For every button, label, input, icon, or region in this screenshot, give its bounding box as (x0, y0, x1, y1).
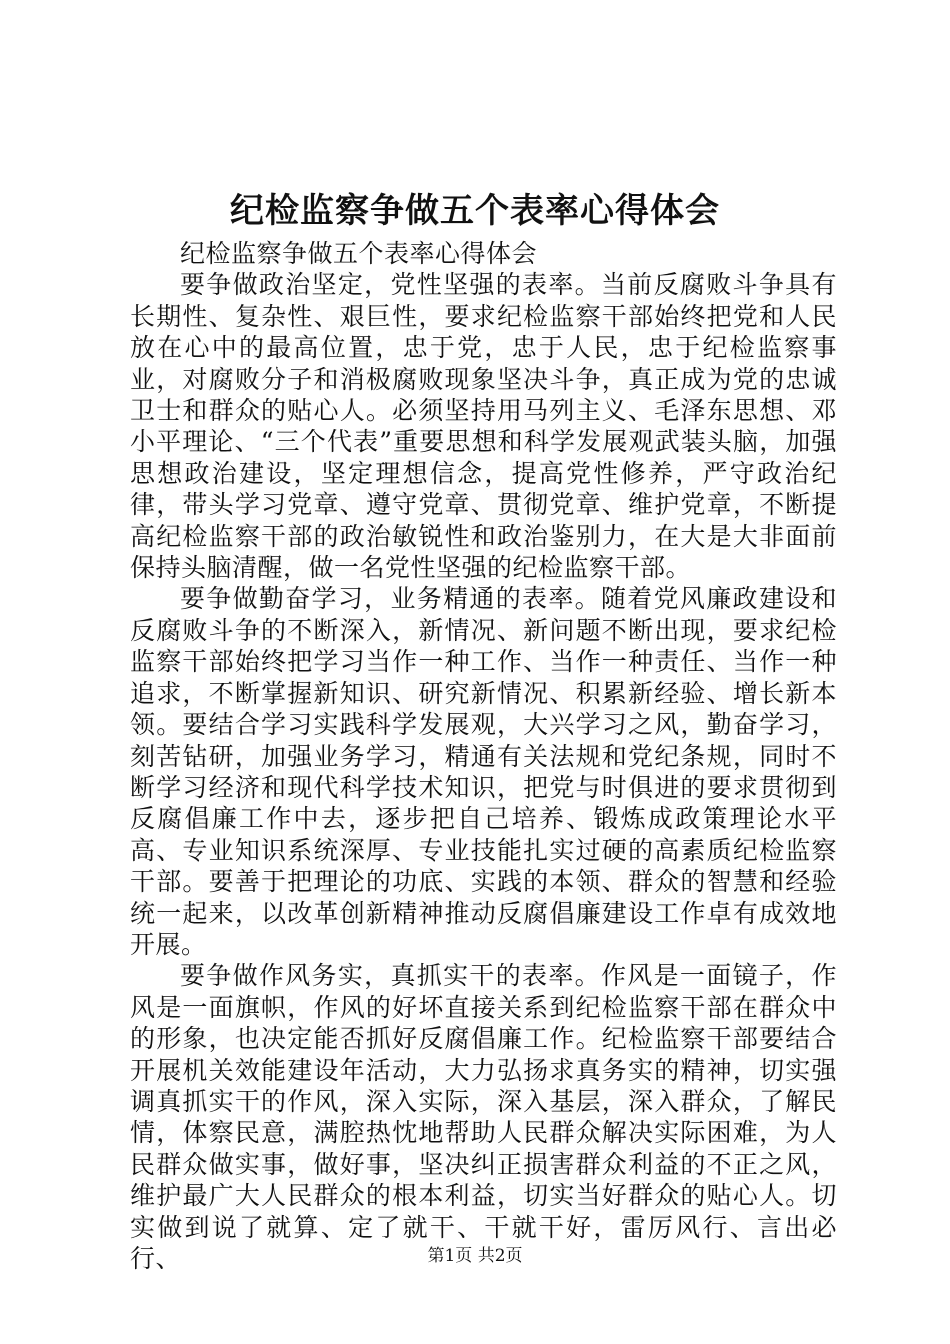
document-title: 纪检监察争做五个表率心得体会 (230, 191, 720, 231)
document-body (130, 238, 837, 1274)
paragraph-study: 要争做勤奋学习，业务精通的表率。随着党风廉政建设和反腐败斗争的不断深入，新情况、新问题不断出现，要求纪检监察干部始终把学习当作一种工作、当作一种责任、当作一种追求，不断掌握新知识、研究新情况、积累新经验、增长新本领。要结合学习实践科学发展观，大兴学习之风，勤奋学习，刻苦钻研，加强业务学习，精通有关法规和党纪条规，同时不断学习经济和现代科学技术知识，把党与时俱进的要求贯彻到反腐倡廉工作中去，逐步把自己培养、锻炼成政策理论水平高、专业知识系统深厚、专业技能扎实过硬的高素质纪检监察干部。要善于把理论的功底、实践的本领、群众的智慧和经验统一起来，以改革创新精神推动反腐倡廉建设工作卓有成效地开展。 (130, 584, 837, 959)
paragraph-style: 要争做作风务实，真抓实干的表率。作风是一面镜子，作风是一面旗帜，作风的好坏直接关系到纪检监察干部在群众中的形象，也决定能否抓好反腐倡廉工作。纪检监察干部要结合开展机关效能建设年活动，大力弘扬求真务实的精神，切实强调真抓实干的作风，深入实际，深入基层，深入群众，了解民情，体察民意，满腔热忱地帮助人民群众解决实际困难，为人民群众做实事，做好事，坚决纠正损害群众利益的不正之风，维护最广大人民群众的根本利益，切实当好群众的贴心人。切实做到说了就算、定了就干、干就干好，雷厉风行、言出必行、 (130, 961, 837, 1273)
paragraph-political: 要争做政治坚定，党性坚强的表率。当前反腐败斗争具有长期性、复杂性、艰巨性，要求纪检监察干部始终把党和人民放在心中的最高位置，忠于党，忠于人民，忠于纪检监察事业，对腐败分子和消极腐败现象坚决斗争，真正成为党的忠诚卫士和群众的贴心人。必须坚持用马列主义、毛泽东思想、邓小平理论、“三个代表”重要思想和科学发展观武装头脑，加强思想政治建设，坚定理想信念，提高党性修养，严守政治纪律，带头学习党章、遵守党章、贯彻党章、维护党章，不断提高纪检监察干部的政治敏锐性和政治鉴别力，在大是大非面前保持头脑清醒，做一名党性坚强的纪检监察干部。 (130, 270, 837, 583)
page-footer: 第1页 共2页 (427, 1246, 523, 1266)
paragraph-subtitle: 纪检监察争做五个表率心得体会 (180, 239, 538, 268)
